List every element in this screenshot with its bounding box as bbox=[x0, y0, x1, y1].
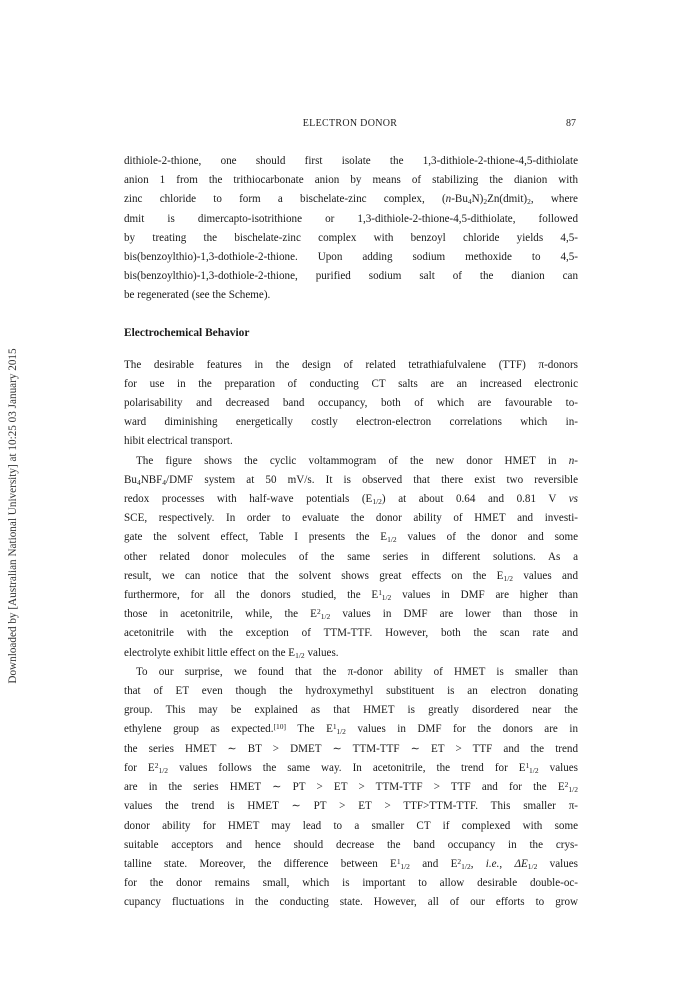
superscript: 2 bbox=[154, 760, 159, 770]
text-run: n bbox=[568, 454, 575, 467]
citation-reference: [10] bbox=[273, 722, 286, 732]
text-run: values of the donor and some bbox=[396, 531, 579, 544]
superscript: 2 bbox=[564, 780, 569, 790]
subscript: 1/2 bbox=[400, 861, 410, 871]
text-line bbox=[124, 759, 578, 778]
text-run: values in DMF for the donors are in bbox=[345, 723, 578, 736]
text-line: acetonitrile with the exception of TTM-TTF. However, both the scan rate and bbox=[124, 627, 578, 640]
subscript: 1/2 bbox=[381, 592, 392, 602]
text-line: that of ET even though the hydroxymethyl substituent is an electron donating bbox=[124, 685, 578, 698]
text-run: ) at about 0.64 and 0.81 V bbox=[381, 493, 569, 506]
paragraph-voltammogram bbox=[124, 452, 578, 663]
text-run: - bbox=[574, 454, 578, 467]
text-run: , bbox=[499, 857, 515, 870]
text-run: ΔE bbox=[514, 857, 528, 870]
subscript: 1/2 bbox=[295, 650, 305, 660]
text-line: for the donor remains small, which is important to allow desirable double-oc- bbox=[124, 877, 578, 890]
text-line bbox=[124, 778, 578, 797]
text-run: talline state. Moreover, the difference between E bbox=[124, 857, 397, 870]
text-line: ward diminishing energetically costly electron-electron correlations which in- bbox=[124, 416, 578, 429]
text-line bbox=[124, 528, 578, 547]
body-text bbox=[124, 152, 578, 913]
superscript: 1 bbox=[525, 760, 530, 770]
text-line: cupancy fluctuations in the conducting state. However, all of our efforts to grow bbox=[124, 896, 578, 909]
text-line bbox=[124, 452, 578, 471]
paragraph-design bbox=[124, 356, 578, 452]
subscript: 1/2 bbox=[503, 573, 514, 583]
subscript: 1/2 bbox=[158, 765, 169, 775]
text-run: values in DMF are lower than those in bbox=[330, 608, 578, 621]
text-line: the series HMET ∼ BT > DMET ∼ TTM-TTF ∼ ET > TTF and the trend bbox=[124, 742, 578, 755]
text-line: group. This may be explained as that HMET is greatly disordered near the bbox=[124, 704, 578, 717]
text-run: for E bbox=[124, 761, 155, 774]
subscript: 2 bbox=[527, 197, 531, 207]
download-watermark-text: Downloaded by [Australian National University] at 10:25 03 January 2015 bbox=[7, 348, 19, 684]
text-line: hibit electrical transport. bbox=[124, 435, 233, 448]
text-run: NBF bbox=[140, 473, 163, 486]
text-run: -Bu bbox=[451, 193, 468, 206]
text-run: redox processes with half-wave potentials (E bbox=[124, 493, 373, 506]
text-run: Zn(dmit) bbox=[487, 193, 528, 206]
section-heading: Electrochemical Behavior bbox=[124, 326, 250, 339]
subscript: 1/2 bbox=[387, 535, 397, 545]
text-run: and E bbox=[409, 857, 458, 870]
text-line: polarisability and decreased band occupancy, both of which are favourable to- bbox=[124, 397, 578, 410]
text-line bbox=[124, 471, 578, 490]
superscript: 2 bbox=[457, 856, 462, 866]
text-run: The figure shows the cyclic voltammogram of the new donor HMET in bbox=[136, 454, 569, 467]
text-run: ethylene group as expected. bbox=[124, 723, 274, 736]
subscript: 4 bbox=[162, 477, 167, 487]
text-line: values the trend is HMET ∼ PT > ET > TTF>TTM-TTF. This smaller π- bbox=[124, 800, 578, 813]
text-run: i.e. bbox=[485, 857, 500, 870]
text-run: those in acetonitrile, while, the E bbox=[124, 608, 317, 621]
text-run: , bbox=[470, 857, 486, 870]
text-line bbox=[124, 720, 578, 739]
text-line: bis(benzoylthio)-1,3-dothiole-2-thione, purified sodium salt of the dianion can bbox=[124, 270, 578, 283]
text-line bbox=[124, 855, 578, 874]
subscript: 1/2 bbox=[336, 727, 346, 737]
subscript: 4 bbox=[467, 197, 472, 207]
text-line: SCE, respectively. In order to evaluate the donor ability of HMET and investi- bbox=[124, 512, 578, 525]
text-line bbox=[124, 605, 578, 624]
text-run: values in DMF are higher than bbox=[391, 589, 579, 602]
text-line: by treating the bischelate-zinc complex with benzoyl chloride yields 4,5- bbox=[124, 231, 578, 244]
text-run: , where bbox=[530, 193, 578, 206]
text-run: values follows the same way. In acetonitrile, the trend for E bbox=[168, 761, 526, 774]
superscript: 1 bbox=[396, 856, 401, 866]
text-run: Bu bbox=[124, 473, 137, 486]
text-line bbox=[124, 567, 578, 586]
text-run: furthermore, for all the donors studied, the E bbox=[124, 589, 379, 602]
superscript: 2 bbox=[316, 607, 321, 617]
subscript: 2 bbox=[483, 197, 488, 207]
text-line bbox=[124, 190, 578, 209]
text-run: The E bbox=[285, 723, 333, 736]
superscript: 1 bbox=[378, 588, 382, 598]
text-line: other related donor molecules of the same series in different solutions. As a bbox=[124, 550, 578, 563]
text-line: donor ability for HMET may lead to a smaller CT if complexed with some bbox=[124, 819, 578, 832]
text-run: are in the series HMET ∼ PT > ET > TTM-TTF > TTF and for the E bbox=[124, 781, 565, 794]
text-line: anion 1 from the trithiocarbonate anion by means of stabilizing the dianion with bbox=[124, 174, 578, 187]
text-line: bis(benzoylthio)-1,3-dothiole-2-thione. Upon adding sodium methoxide to 4,5- bbox=[124, 251, 578, 264]
text-run: /DMF system at 50 mV/s. It is observed that there exist two reversible bbox=[166, 473, 578, 486]
text-run: values. bbox=[304, 646, 339, 659]
text-run: vs bbox=[568, 493, 578, 506]
subscript: 1/2 bbox=[320, 612, 331, 622]
text-run: result, we can notice that the solvent shows great effects on the E bbox=[124, 569, 504, 582]
paragraph-synthesis bbox=[124, 152, 578, 306]
subscript: 1/2 bbox=[461, 861, 471, 871]
text-line: for use in the preparation of conducting CT salts are an increased electronic bbox=[124, 377, 578, 390]
text-line bbox=[124, 490, 578, 509]
text-run: zinc chloride to form a bischelate-zinc complex, ( bbox=[124, 193, 446, 206]
subscript: 1/2 bbox=[529, 765, 539, 775]
text-run: electrolyte exhibit little effect on the E bbox=[124, 646, 296, 659]
running-header bbox=[124, 118, 576, 132]
text-run: values bbox=[537, 857, 579, 870]
subscript: 1/2 bbox=[568, 784, 578, 794]
text-line: dithiole-2-thione, one should first isolate the 1,3-dithiole-2-thione-4,5-dithiolate bbox=[124, 155, 578, 167]
text-line: dmit is dimercapto-isotrithione or 1,3-dithiole-2-thione-4,5-dithiolate, followed bbox=[124, 212, 578, 225]
text-line: The desirable features in the design of related tetrathiafulvalene (TTF) π-donors bbox=[124, 358, 578, 371]
text-run: values and bbox=[513, 569, 578, 582]
text-line bbox=[124, 644, 578, 663]
text-line: To our surprise, we found that the π-donor ability of HMET is smaller than bbox=[136, 665, 578, 678]
text-run: values bbox=[538, 761, 578, 774]
text-line bbox=[124, 586, 578, 605]
running-header-title: ELECTRON DONOR bbox=[302, 118, 398, 129]
superscript: 1 bbox=[332, 722, 337, 732]
subscript: 1/2 bbox=[527, 861, 538, 871]
text-line: suitable acceptors and hence should decrease the band occupancy in the crys- bbox=[124, 838, 578, 851]
subscript: 1/2 bbox=[372, 496, 382, 506]
page-number: 87 bbox=[566, 118, 576, 129]
text-run: n bbox=[445, 193, 452, 206]
text-run: N) bbox=[471, 193, 484, 206]
text-run: gate the solvent effect, Table I presents the E bbox=[124, 531, 388, 544]
download-watermark bbox=[6, 304, 20, 728]
paragraph-donor-ability bbox=[124, 663, 578, 913]
subscript: 4 bbox=[136, 477, 141, 487]
text-line: be regenerated (see the Scheme). bbox=[124, 289, 271, 302]
